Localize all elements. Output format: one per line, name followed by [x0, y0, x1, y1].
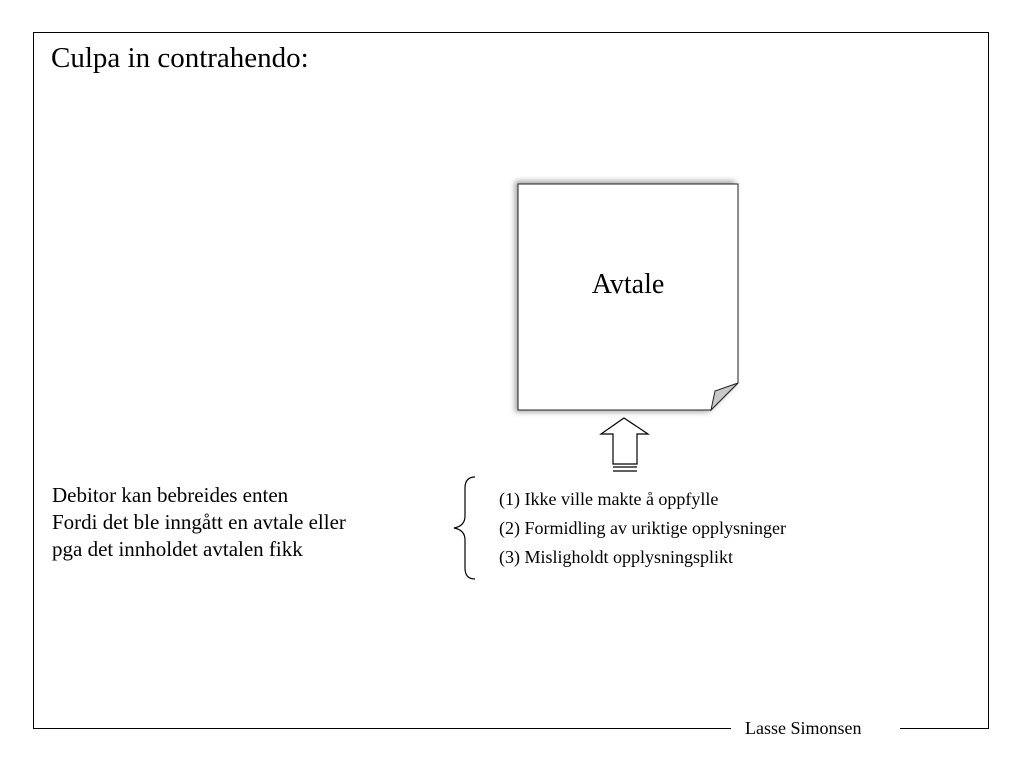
- ground-item-2: (2) Formidling av uriktige opplysninger: [499, 518, 786, 538]
- curly-brace-icon: [450, 476, 480, 580]
- debtor-statement: [52, 482, 346, 563]
- ground-item-3: (3) Misligholdt opplysningsplikt: [499, 547, 734, 567]
- ground-item-1: (1) Ikke ville makte å oppfylle: [499, 489, 719, 509]
- debtor-line-2: Fordi det ble inngått en avtale eller: [52, 510, 346, 534]
- up-arrow-icon: [598, 416, 654, 476]
- author-name: Lasse Simonsen: [745, 718, 862, 738]
- footer-rule-right: [900, 728, 989, 729]
- footer-rule-left: [33, 728, 731, 729]
- debtor-line-1: Debitor kan bebreides enten: [52, 483, 289, 507]
- grounds-list: [499, 485, 786, 572]
- slide-title: Culpa in contrahendo:: [51, 42, 309, 74]
- debtor-line-3: pga det innholdet avtalen fikk: [52, 537, 303, 561]
- agreement-label: Avtale: [591, 269, 665, 300]
